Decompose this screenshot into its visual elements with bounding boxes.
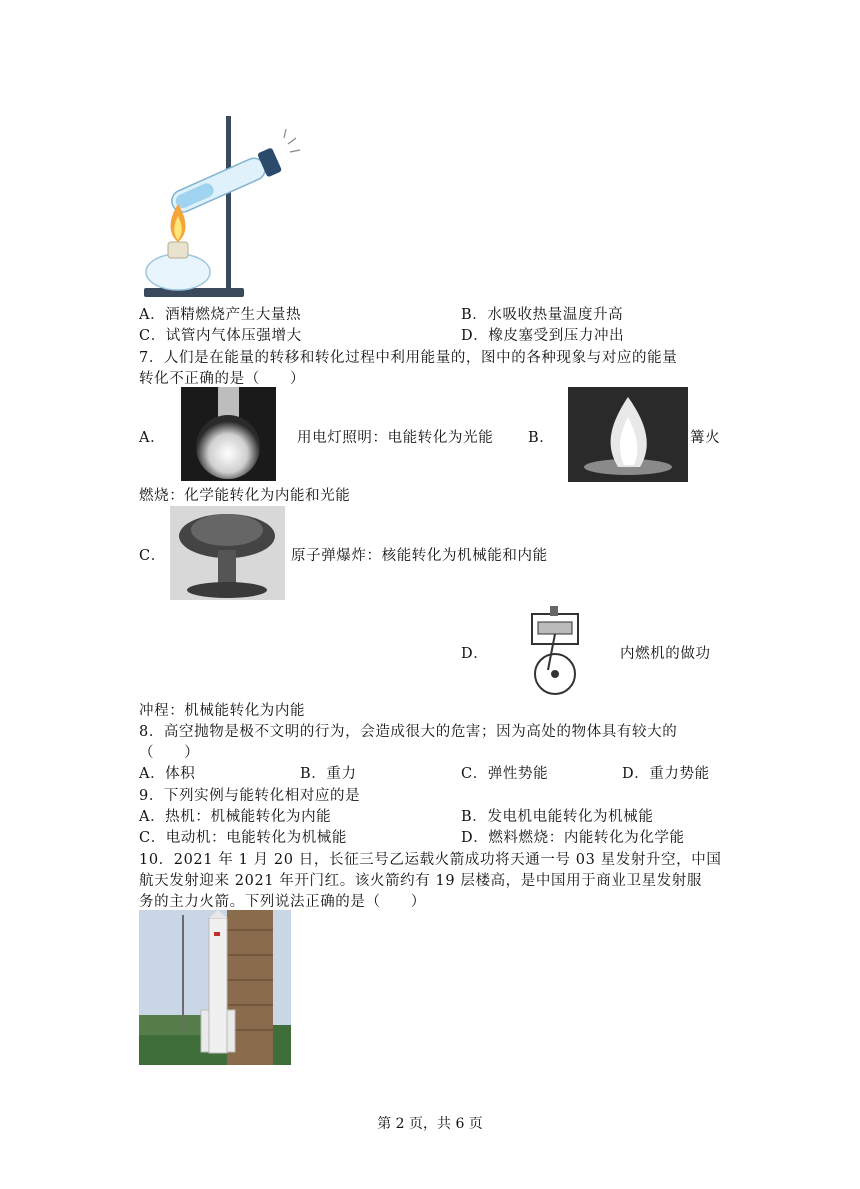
q7-stem-line2: 转化不正确的是（ ）: [139, 371, 306, 387]
q9-option-d: D．燃料燃烧：内能转化为化学能: [461, 830, 685, 846]
rocket-launch-image: [139, 910, 291, 1065]
q6-option-c: C．试管内气体压强增大: [139, 328, 302, 344]
q9-stem: 9．下列实例与能转化相对应的是: [139, 788, 361, 804]
q8-stem-line1: 8．高空抛物是极不文明的行为，会造成很大的危害；因为高处的物体具有较大的: [139, 724, 678, 740]
q7-a-text: 用电灯照明：电能转化为光能: [297, 430, 494, 446]
q8-option-a: A．体积: [139, 766, 196, 782]
q6-option-a: A．酒精燃烧产生大量热: [139, 307, 302, 323]
q8-stem-line2: （ ）: [139, 745, 200, 761]
q7-stem-line1: 7．人们是在能量的转移和转化过程中利用能量的，图中的各种现象与对应的能量: [139, 350, 678, 366]
q10-stem-line2: 航天发射迎来 2021 年开门红。该火箭约有 19 层楼高，是中国用于商业卫星发射服: [139, 873, 702, 889]
q7-b-label: B．: [528, 430, 555, 446]
q7-b-text-a: 篝火: [690, 430, 721, 446]
q7-d-text-b: 冲程：机械能转化为内能: [139, 703, 306, 719]
page-footer: 第 2 页，共 6 页: [377, 1116, 483, 1132]
q9-option-b: B．发电机电能转化为机械能: [461, 809, 654, 825]
q9-option-c: C．电动机：电能转化为机械能: [139, 830, 347, 846]
q7-c-text: 原子弹爆炸：核能转化为机械能和内能: [291, 548, 548, 564]
q10-stem-line1: 10．2021 年 1 月 20 日，长征三号乙运载火箭成功将天通一号 03 星发射升空，中国: [139, 852, 722, 868]
q8-option-b: B．重力: [300, 766, 357, 782]
bonfire-image: [568, 387, 688, 482]
mushroom-cloud-image: [170, 506, 285, 600]
light-bulb-image: [181, 387, 276, 481]
test-tube-heating-image: [138, 112, 308, 302]
q7-a-label: A．: [139, 430, 166, 446]
q9-option-a: A．热机：机械能转化为内能: [139, 809, 332, 825]
q7-c-label: C．: [139, 548, 166, 564]
engine-diagram-image: [520, 604, 590, 700]
q10-stem-line3: 务的主力火箭。下列说法正确的是（ ）: [139, 894, 426, 910]
q6-option-b: B．水吸收热量温度升高: [461, 307, 624, 323]
q7-b-text-b: 燃烧：化学能转化为内能和光能: [139, 488, 351, 504]
q7-d-text-a: 内燃机的做功: [620, 646, 711, 662]
q6-option-d: D．橡皮塞受到压力冲出: [461, 328, 625, 344]
q8-option-d: D．重力势能: [622, 766, 710, 782]
q7-d-label: D．: [461, 646, 489, 662]
q8-option-c: C．弹性势能: [461, 766, 549, 782]
